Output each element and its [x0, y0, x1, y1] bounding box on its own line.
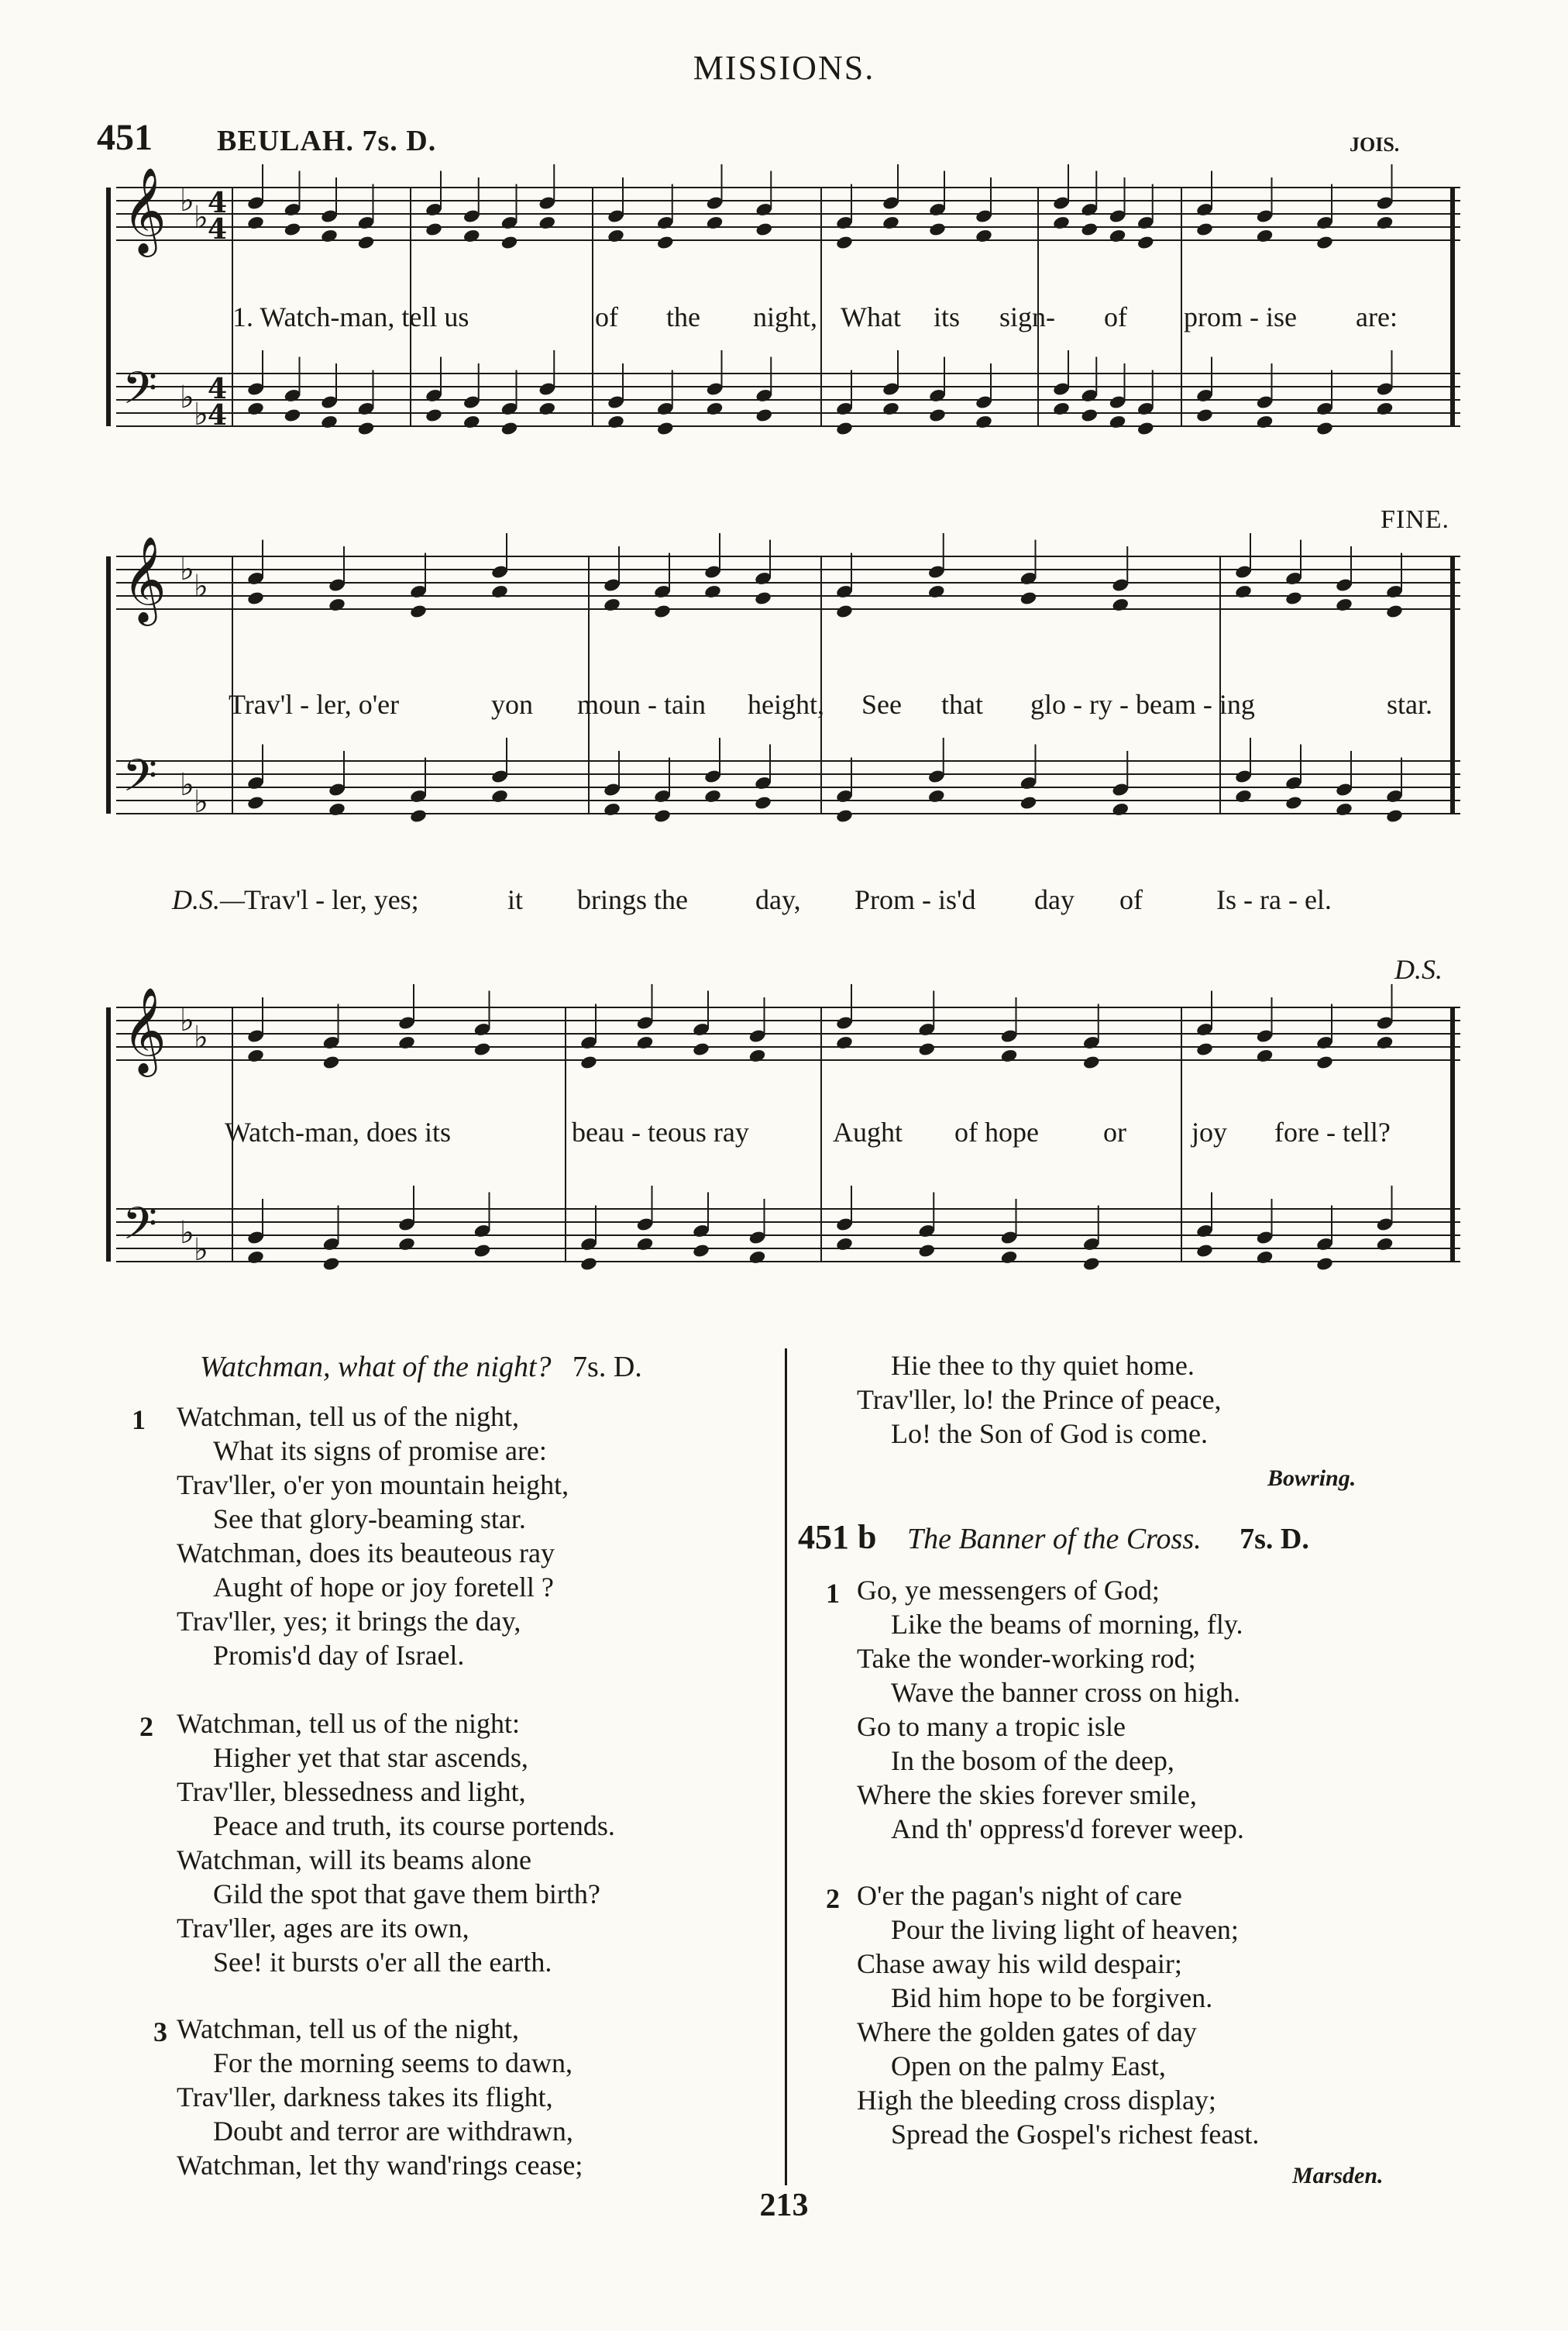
note-head: [1020, 590, 1038, 606]
note-head: [538, 401, 556, 417]
note-head: [246, 401, 265, 417]
note-head: [1315, 421, 1334, 436]
verse-line: Like the beams of morning, fly.: [891, 1609, 1243, 1640]
verse-line: Lo! the Son of God is come.: [891, 1418, 1208, 1449]
note-head: [1109, 229, 1127, 244]
verse-line: Watchman, tell us of the night,: [177, 2013, 520, 2044]
verse-line: Watchman, will its beams alone: [177, 1844, 531, 1875]
lyric-syllable: moun - tain: [577, 689, 706, 720]
note-head: [1195, 408, 1214, 423]
lyric-syllable: are:: [1356, 301, 1398, 332]
key-flat: ♭: [194, 784, 208, 820]
note-head: [1315, 235, 1334, 250]
tune-name: BEULAH. 7s. D.: [217, 125, 437, 157]
hymn-451b-meter: 7s. D.: [1240, 1523, 1309, 1555]
lyric-syllable: sign-: [999, 301, 1055, 332]
hymn-451b-title-text: The Banner of the Cross.: [906, 1523, 1202, 1555]
note-head: [1000, 1250, 1019, 1265]
note-head: [975, 229, 993, 244]
hymn-451b-title: [798, 1520, 1309, 1556]
note-head: [706, 215, 724, 231]
note-head: [748, 1048, 767, 1064]
verse-line: Peace and truth, its course portends.: [213, 1810, 615, 1841]
section-title: MISSIONS.: [693, 49, 875, 87]
note-head: [425, 222, 443, 237]
note-head: [706, 401, 724, 417]
verse-number: 2: [826, 1883, 840, 1914]
verse-line: Trav'ller, lo! the Prince of peace,: [857, 1384, 1222, 1415]
note-head: [500, 235, 519, 250]
verse-line: In the bosom of the deep,: [891, 1745, 1174, 1776]
lyric-syllable: star.: [1387, 689, 1432, 720]
note-head: [1284, 795, 1303, 811]
verse-line: For the morning seems to dawn,: [213, 2047, 573, 2078]
verse-line: Watchman, let thy wand'rings cease;: [177, 2150, 583, 2181]
note-head: [1385, 604, 1404, 619]
fine-mark: FINE.: [1381, 505, 1450, 534]
key-flat: ♭: [194, 1020, 208, 1055]
note-head: [246, 215, 265, 231]
author-signature: Marsden.: [1292, 2163, 1384, 2188]
note-head: [603, 597, 621, 613]
verse-line: Where the skies forever smile,: [857, 1779, 1197, 1810]
lyric-syllable: of hope: [954, 1117, 1039, 1148]
lyric-syllable: Trav'l - ler, o'er: [229, 689, 400, 720]
note-head: [1376, 1237, 1394, 1252]
note-head: [607, 415, 625, 430]
note-head: [1195, 1243, 1214, 1258]
verse-line: Pour the living light of heaven;: [891, 1914, 1239, 1945]
note-head: [607, 229, 625, 244]
key-flat: ♭: [180, 380, 194, 415]
note-head: [748, 1250, 767, 1265]
author-signature: Bowring.: [1267, 1465, 1357, 1491]
note-head: [357, 421, 376, 436]
note-head: [703, 789, 722, 804]
lyric-syllable: fore - tell?: [1274, 1117, 1391, 1148]
note-head: [656, 421, 675, 436]
verse-line: What its signs of promise are:: [213, 1435, 547, 1466]
note-head: [917, 1042, 936, 1057]
hymn-number: 451: [97, 117, 153, 158]
note-head: [284, 222, 302, 237]
note-head: [473, 1243, 492, 1258]
note-head: [692, 1042, 710, 1057]
note-head: [322, 1256, 341, 1272]
verse-line: High the bleeding cross display;: [857, 2085, 1216, 2116]
note-head: [462, 415, 481, 430]
note-head: [1082, 1055, 1101, 1070]
ds-prefix: D.S.—: [172, 884, 246, 915]
verse-line: Go to many a tropic isle: [857, 1711, 1126, 1742]
note-head: [636, 1035, 655, 1051]
lyric-syllable: What: [841, 301, 901, 332]
note-head: [1335, 802, 1353, 818]
note-head: [1052, 401, 1071, 417]
note-head: [397, 1237, 416, 1252]
verse-line: Where the golden gates of day: [857, 2016, 1197, 2047]
note-head: [835, 421, 854, 436]
note-head: [246, 795, 265, 811]
note-head: [1020, 795, 1038, 811]
verse-line: Take the wonder-working rod;: [857, 1643, 1196, 1674]
verse-line: Higher yet that star ascends,: [213, 1742, 528, 1773]
note-head: [653, 808, 672, 824]
note-head: [1195, 1042, 1214, 1057]
note-head: [1234, 584, 1253, 600]
bass-clef: 𝄢: [122, 362, 158, 425]
note-head: [1111, 597, 1130, 613]
verse-line: Trav'ller, blessedness and light,: [177, 1776, 526, 1807]
note-head: [927, 584, 946, 600]
lyric-syllable: of: [595, 301, 618, 332]
treble-clef: 𝄞: [122, 535, 167, 622]
note-head: [1315, 1256, 1334, 1272]
note-head: [703, 584, 722, 600]
note-head: [927, 789, 946, 804]
key-flat: ♭: [194, 200, 208, 236]
column-divider: [785, 1348, 787, 2185]
verse-line: Watchman, tell us of the night:: [177, 1708, 521, 1739]
note-head: [579, 1055, 598, 1070]
note-head: [538, 215, 556, 231]
lyric-syllable: glo - ry - beam - ing: [1030, 689, 1255, 720]
lyric-syllable: brings the: [577, 884, 688, 915]
lyric-syllable: night,: [753, 301, 818, 332]
verse-line: See that glory-beaming star.: [213, 1503, 526, 1534]
note-head: [425, 408, 443, 423]
note-head: [755, 408, 773, 423]
lyric-syllable: or: [1103, 1117, 1126, 1148]
lyric-syllable: Prom - is'd: [854, 884, 976, 915]
lyric-syllable: day: [1034, 884, 1075, 915]
hymn-title: [200, 1350, 642, 1384]
verse-line: Aught of hope or joy foretell ?: [213, 1572, 554, 1603]
note-head: [500, 421, 519, 436]
bass-clef: 𝄢: [122, 749, 158, 813]
verse-line: Gild the spot that gave them birth?: [213, 1878, 600, 1909]
note-head: [1335, 597, 1353, 613]
lyric-syllable: Aught: [833, 1117, 903, 1148]
note-head: [409, 808, 428, 824]
verse-number: 3: [153, 2016, 167, 2047]
note-head: [835, 235, 854, 250]
note-head: [1385, 808, 1404, 824]
verse-number: 1: [132, 1404, 146, 1435]
note-head: [1256, 229, 1274, 244]
note-head: [1315, 1055, 1334, 1070]
lyric-syllable: the: [666, 301, 700, 332]
note-head: [328, 597, 346, 613]
verse-line: See! it bursts o'er all the earth.: [213, 1947, 552, 1978]
composer: JOIS.: [1350, 133, 1400, 156]
note-head: [656, 235, 675, 250]
note-head: [603, 802, 621, 818]
treble-clef: 𝄞: [122, 167, 167, 253]
verse-line: Trav'ller, o'er yon mountain height,: [177, 1469, 569, 1500]
note-head: [1111, 802, 1130, 818]
note-head: [1080, 408, 1099, 423]
note-head: [835, 1237, 854, 1252]
note-head: [975, 415, 993, 430]
note-head: [882, 215, 900, 231]
bass-clef: 𝄢: [122, 1197, 158, 1261]
note-head: [882, 401, 900, 417]
key-flat: ♭: [194, 569, 208, 604]
note-head: [490, 789, 509, 804]
note-head: [1080, 222, 1099, 237]
note-head: [1256, 1048, 1274, 1064]
lyric-syllable: 1. Watch-man, tell us: [232, 301, 469, 332]
note-head: [246, 1048, 265, 1064]
lyric-syllable: yon: [491, 689, 533, 720]
note-head: [754, 795, 772, 811]
key-flat: ♭: [180, 767, 194, 803]
verse-line: Trav'ller, yes; it brings the day,: [177, 1606, 521, 1637]
note-head: [284, 408, 302, 423]
note-head: [1376, 1035, 1394, 1051]
note-head: [1376, 401, 1394, 417]
note-head: [328, 802, 346, 818]
hymn-meter: 7s. D.: [573, 1351, 642, 1383]
verse-line: Chase away his wild despair;: [857, 1948, 1182, 1979]
verse-line: Open on the palmy East,: [891, 2050, 1166, 2081]
note-head: [835, 604, 854, 619]
lyric-syllable: See: [861, 689, 902, 720]
key-flat: ♭: [180, 552, 194, 587]
verse-line: Trav'ller, ages are its own,: [177, 1913, 469, 1944]
verse-line: Hie thee to thy quiet home.: [891, 1350, 1195, 1381]
note-head: [636, 1237, 655, 1252]
note-head: [928, 408, 947, 423]
note-head: [835, 808, 854, 824]
note-head: [754, 590, 772, 606]
note-head: [1195, 222, 1214, 237]
lyric-syllable: joy: [1191, 1117, 1228, 1148]
note-head: [653, 604, 672, 619]
note-head: [579, 1256, 598, 1272]
verse-number: 2: [139, 1711, 153, 1742]
note-head: [1376, 215, 1394, 231]
note-head: [917, 1243, 936, 1258]
note-head: [1052, 215, 1071, 231]
note-head: [692, 1243, 710, 1258]
lyric-syllable: its: [934, 301, 961, 332]
hymn-title-text: Watchman, what of the night?: [200, 1351, 552, 1383]
page-number: 213: [759, 2188, 809, 2223]
verse-line: And th' oppress'd forever weep.: [891, 1813, 1244, 1844]
key-flat: ♭: [180, 183, 194, 219]
note-head: [835, 1035, 854, 1051]
note-head: [1082, 1256, 1101, 1272]
time-signature-bottom: 4: [208, 213, 228, 246]
verse-line: Spread the Gospel's richest feast.: [891, 2119, 1260, 2150]
note-head: [1234, 789, 1253, 804]
note-head: [1136, 235, 1155, 250]
note-head: [1000, 1048, 1019, 1064]
note-head: [1284, 590, 1303, 606]
note-head: [397, 1035, 416, 1051]
lyric-syllable: Is - ra - el.: [1216, 884, 1332, 915]
key-flat: ♭: [194, 1232, 208, 1268]
time-signature-top: 4: [208, 187, 228, 219]
note-head: [357, 235, 376, 250]
note-head: [409, 604, 428, 619]
lyric-syllable: prom - ise: [1184, 301, 1297, 332]
lyric-syllable: day,: [755, 884, 801, 915]
lyric-syllable: Trav'l - ler, yes;: [244, 884, 419, 915]
lyric-syllable: beau - teous ray: [572, 1117, 749, 1148]
time-signature-top: 4: [208, 373, 228, 405]
verse-line: Doubt and terror are withdrawn,: [213, 2116, 573, 2147]
note-head: [1136, 421, 1155, 436]
lyric-syllable: that: [941, 689, 983, 720]
verse-line: Trav'ller, darkness takes its flight,: [177, 2081, 553, 2112]
treble-clef: 𝄞: [122, 986, 167, 1073]
verse-number: 1: [826, 1578, 840, 1609]
verse-line: Bid him hope to be forgiven.: [891, 1982, 1213, 2013]
note-head: [490, 584, 509, 600]
note-head: [1109, 415, 1127, 430]
note-head: [320, 229, 339, 244]
ds-mark: D.S.: [1394, 954, 1442, 985]
note-head: [462, 229, 481, 244]
key-flat: ♭: [194, 397, 208, 432]
lyric-syllable: it: [507, 884, 524, 915]
note-head: [322, 1055, 341, 1070]
hymn-451b-number: 451 b: [798, 1518, 877, 1556]
verse-line: O'er the pagan's night of care: [857, 1880, 1182, 1911]
lyric-syllable: height,: [748, 689, 824, 720]
key-flat: ♭: [180, 1003, 194, 1038]
lyric-syllable: of: [1119, 884, 1143, 915]
verse-line: Watchman, tell us of the night,: [177, 1401, 520, 1432]
note-head: [928, 222, 947, 237]
time-signature-bottom: 4: [208, 399, 228, 432]
verse-line: Wave the banner cross on high.: [891, 1677, 1240, 1708]
verse-line: Promis'd day of Israel.: [213, 1640, 465, 1671]
verse-line: Watchman, does its beauteous ray: [177, 1537, 555, 1568]
note-head: [246, 1250, 265, 1265]
note-head: [473, 1042, 492, 1057]
verse-line: Go, ye messengers of God;: [857, 1575, 1160, 1606]
key-flat: ♭: [180, 1215, 194, 1251]
note-head: [1256, 415, 1274, 430]
note-head: [755, 222, 773, 237]
lyric-syllable: Watch-man, does its: [225, 1117, 452, 1148]
note-head: [320, 415, 339, 430]
lyric-syllable: of: [1104, 301, 1127, 332]
note-head: [246, 590, 265, 606]
note-head: [1256, 1250, 1274, 1265]
